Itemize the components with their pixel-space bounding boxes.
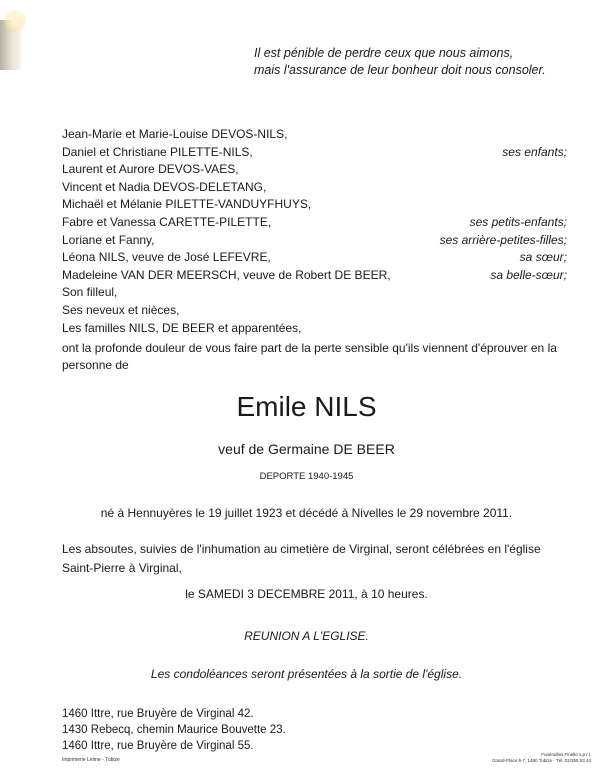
ceremony-date: le SAMEDI 3 DECEMBRE 2011, à 10 heures. — [185, 587, 428, 601]
family-row — [62, 161, 567, 179]
deceased-name: Emile NILS — [236, 391, 377, 422]
family-member-name: Madeleine VAN DER MEERSCH, veuve de Robert DE BEER, — [62, 267, 391, 282]
family-row — [62, 126, 567, 144]
family-row — [62, 196, 567, 214]
family-member-name: Vincent et Nadia DEVOS-DELETANG, — [62, 179, 267, 194]
family-row — [62, 179, 567, 197]
family-member-name: Ses neveux et nièces, — [62, 302, 180, 317]
family-member-name: Jean-Marie et Marie-Louise DEVOS-NILS, — [62, 127, 288, 141]
announcement-intro: ont la profonde douleur de vous faire part de la perte sensible qu'ils viennent d'éprouver en la personne de — [62, 341, 557, 372]
family-row — [62, 320, 567, 338]
family-row — [62, 284, 567, 302]
family-row — [62, 267, 567, 285]
address-line: 1430 Rebecq, chemin Maurice Bouvette 23. — [62, 724, 286, 736]
family-relation: sa belle-sœur; — [490, 267, 567, 282]
family-member-name: Léona NILS, veuve de José LEFEVRE, — [62, 250, 271, 265]
address-line: 1460 Ittre, rue Bruyère de Virginal 42. — [62, 708, 254, 720]
address-line: 1460 Ittre, rue Bruyère de Virginal 55. — [62, 740, 254, 752]
family-row — [62, 302, 567, 320]
widower-of: veuf de Germaine DE BEER — [218, 441, 395, 457]
printer-credit: Imprimerie Lelme - Tubize — [62, 757, 120, 763]
family-row — [62, 214, 567, 232]
ceremony-text: Les absoutes, suivies de l'inhumation au cimetière de Virginal, seront célébrées en l'église Saint-Pierre à Virginal, — [62, 542, 541, 575]
funeral-home-address: Grand-Place 6-7, 1480 Tubize - Tél. 02/355 53 44 — [492, 758, 591, 763]
family-relation: sa sœur; — [519, 250, 567, 265]
deported-note: DEPORTE 1940-1945 — [259, 471, 354, 482]
family-relation: ses enfants; — [502, 144, 567, 159]
family-member-name: Loriane et Fanny, — [62, 232, 155, 247]
candle-flame — [4, 10, 26, 32]
quote-line: Il est pénible de perdre ceux que nous aimons, — [254, 46, 514, 60]
memorial-quote — [254, 45, 584, 79]
family-member-name: Son filleul, — [62, 285, 118, 300]
address-list — [62, 706, 286, 754]
family-row — [62, 232, 567, 250]
family-member-name: Laurent et Aurore DEVOS-VAES, — [62, 162, 239, 177]
family-relation: ses arrière-petites-filles; — [439, 232, 567, 247]
funeral-home-name: Funérailles Finelle s.p.r.l. — [541, 752, 591, 757]
condolences-note: Les condoléances seront présentées à la sortie de l'église. — [150, 667, 463, 681]
birth-death-dates: né à Hennuyères le 19 juillet 1923 et décédé à Nivelles le 29 novembre 2011. — [100, 506, 513, 520]
family-member-name: Daniel et Christiane PILETTE-NILS, — [62, 144, 253, 159]
family-list — [62, 126, 567, 337]
family-relation: ses petits-enfants; — [469, 214, 567, 229]
family-row — [62, 144, 567, 162]
funeral-home-credit — [391, 752, 591, 764]
quote-line: mais l'assurance de leur bonheur doit nous consoler. — [254, 63, 546, 77]
candle-image — [0, 20, 22, 70]
family-member-name: Fabre et Vanessa CARETTE-PILETTE, — [62, 214, 272, 229]
family-member-name: Michaël et Mélanie PILETTE-VANDUYFHUYS, — [62, 197, 312, 212]
family-member-name: Les familles NILS, DE BEER et apparentées, — [62, 320, 302, 335]
family-row — [62, 249, 567, 267]
reunion-note: REUNION A L'EGLISE. — [244, 629, 369, 643]
